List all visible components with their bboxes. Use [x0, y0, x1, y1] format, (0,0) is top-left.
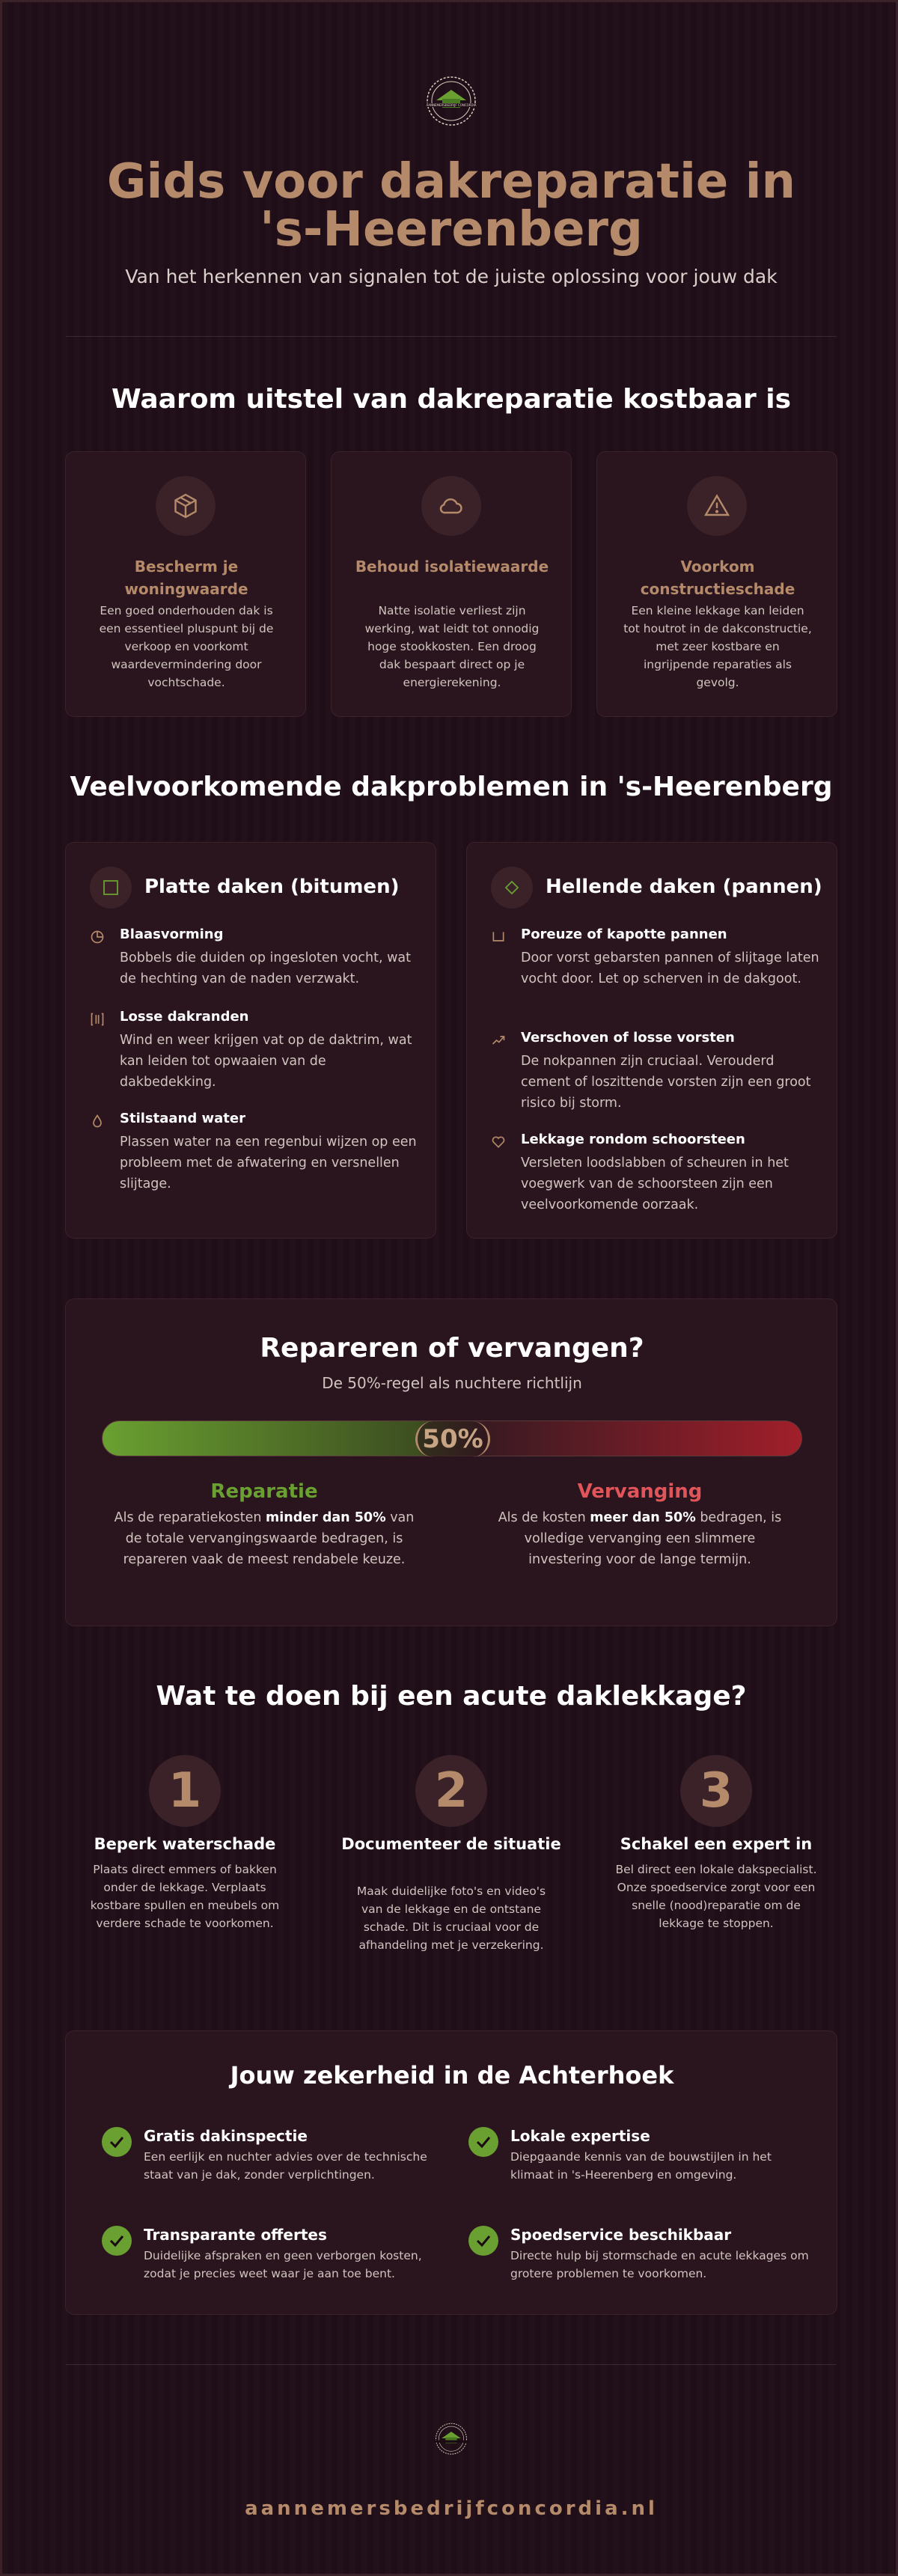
- step-text: Maak duidelijke foto's en video's van de lekkage en de ontstane schade. Dit is cruciaal voor de afhandeling met je verzekering.: [356, 1884, 546, 1952]
- step-title: Documenteer de situatie: [341, 1835, 561, 1853]
- divider: [66, 336, 837, 337]
- pie-chart-icon: [90, 930, 105, 944]
- info-card-construction: [596, 451, 837, 717]
- cost-threshold-bar: [102, 1420, 802, 1456]
- guarantee-item-text: Een eerlijk en nuchter advies over de technische staat van je dak, zonder verplichtingen.: [144, 2150, 427, 2182]
- step-number: 1: [149, 1755, 221, 1827]
- repair-title: Repareren of vervangen?: [260, 1333, 644, 1364]
- problem-title: Poreuze of kapotte pannen: [521, 927, 727, 942]
- step-title: Beperk waterschade: [94, 1835, 276, 1853]
- problem-title: Verschoven of losse vorsten: [521, 1030, 735, 1046]
- page-subtitle: Van het herkennen van signalen tot de juiste oplossing voor jouw dak: [125, 266, 778, 287]
- guarantee-item-title: Gratis dakinspectie: [144, 2127, 308, 2145]
- repair-subtitle: De 50%-regel als nuchtere richtlijn: [322, 1374, 582, 1392]
- gap-icon: [90, 1012, 105, 1027]
- diamond-icon: [491, 867, 533, 909]
- check-icon: [102, 2226, 132, 2256]
- gutter-icon: [491, 930, 506, 944]
- check-icon: [468, 2127, 498, 2157]
- problem-title: Stilstaand water: [120, 1111, 245, 1126]
- problems-section-title: Veelvoorkomende dakproblemen in 's-Heerenberg: [70, 772, 833, 802]
- why-section-title: Waarom uitstel van dakreparatie kostbaar is: [111, 384, 792, 415]
- card-title: Behoud isolatiewaarde: [355, 558, 549, 576]
- divider: [66, 2364, 837, 2365]
- problem-text: De nokpannen zijn cruciaal. Verouderd cement of loszittende vorsten zijn een groot risico bij storm.: [521, 1054, 811, 1111]
- square-icon: [90, 867, 132, 909]
- guarantee-item-text: Duidelijke afspraken en geen verborgen kosten, zodat je precies weet waar je aan toe bent.: [144, 2249, 422, 2280]
- trend-arrow-icon: [491, 1033, 506, 1048]
- problem-text: Bobbels die duiden op ingesloten vocht, wat de hechting van de naden verzwakt.: [120, 950, 411, 986]
- step-number: 2: [415, 1755, 487, 1827]
- replace-option-title: Vervanging: [577, 1480, 703, 1503]
- panel-title: Platte daken (bitumen): [144, 876, 400, 898]
- heart-icon: [491, 1135, 506, 1150]
- droplet-icon: [90, 1114, 105, 1129]
- guarantee-item-title: Transparante offertes: [144, 2226, 327, 2244]
- footer-website-link[interactable]: aannemersbedrijfconcordia.nl: [245, 2497, 658, 2520]
- steps-section-title: Wat te doen bij een acute daklekkage?: [156, 1681, 747, 1712]
- warning-icon: [687, 476, 747, 536]
- guarantee-title: Jouw zekerheid in de Achterhoek: [230, 2061, 674, 2090]
- repair-or-replace-panel: [65, 1298, 837, 1626]
- card-text: Natte isolatie verliest zijn werking, wat leidt tot onnodig hoge stookkosten. Een droog dak bespaart direct op je energierekening.: [364, 604, 540, 689]
- panel-title: Hellende daken (pannen): [546, 876, 822, 898]
- svg-text:AANNEMERSBEDRIJF CONCORDIA: AANNEMERSBEDRIJF CONCORDIA: [426, 103, 477, 107]
- problem-text: Versleten loodslabben of scheuren in het voegwerk van de schoorsteen zijn een veelvoorkomende oorzaak.: [521, 1156, 789, 1212]
- step-text: Bel direct een lokale dakspecialist. Onze spoedservice zorgt voor een snelle (nood)reparatie om de lekkage te stoppen.: [615, 1863, 817, 1930]
- repair-option-text: Als de reparatiekosten minder dan 50% van de totale vervangingswaarde bedragen, is repareren vaak de meest rendabele keuze.: [114, 1510, 415, 1567]
- guarantee-item-text: Diepgaande kennis van de bouwstijlen in het klimaat in 's-Heerenberg en omgeving.: [510, 2150, 772, 2182]
- card-title: Bescherm je woningwaarde: [124, 558, 248, 598]
- card-title: Voorkom constructieschade: [640, 558, 795, 598]
- company-logo[interactable]: [414, 73, 489, 129]
- problem-text: Plassen water na een regenbui wijzen op een probleem met de afwatering en versnellen slijtage.: [120, 1135, 417, 1191]
- footer-logo[interactable]: [427, 2418, 475, 2460]
- step-number: 3: [680, 1755, 752, 1827]
- panel-pitched-roofs: [466, 842, 837, 1239]
- card-text: Een goed onderhouden dak is een essentieel pluspunt bij de verkoop en voorkomt waardevermindering door vochtschade.: [99, 604, 274, 689]
- step-text: Plaats direct emmers of bakken onder de lekkage. Verplaats kostbare spullen en meubels om verdere schade te voorkomen.: [90, 1863, 280, 1930]
- box-icon: [156, 476, 216, 536]
- guarantee-item-title: Spoedservice beschikbaar: [510, 2226, 732, 2244]
- repair-option-title: Reparatie: [210, 1480, 318, 1503]
- panel-flat-roofs: [65, 842, 436, 1239]
- info-card-value: [65, 451, 306, 717]
- problem-title: Blaasvorming: [120, 927, 224, 942]
- check-icon: [102, 2127, 132, 2157]
- replace-option-text: Als de kosten meer dan 50% bedragen, is volledige vervanging een slimmere investering voor de lange termijn.: [498, 1510, 782, 1567]
- info-card-insulation: [331, 451, 572, 717]
- card-text: Een kleine lekkage kan leiden tot houtrot in de dakconstructie, met zeer kostbare en ingrijpende reparaties als gevolg.: [623, 604, 812, 689]
- problem-text: Wind en weer krijgen vat op de daktrim, wat kan leiden tot opwaaien van de dakbedekking.: [120, 1033, 412, 1090]
- guarantee-panel: [65, 2030, 837, 2315]
- step-title: Schakel een expert in: [620, 1835, 813, 1853]
- guarantee-item-text: Directe hulp bij stormschade en acute lekkages om grotere problemen te voorkomen.: [510, 2249, 809, 2280]
- page-title: Gids voor dakreparatie in 's-Heerenberg: [106, 154, 796, 257]
- cloud-icon: [421, 476, 481, 536]
- check-icon: [468, 2226, 498, 2256]
- guarantee-item-title: Lokale expertise: [510, 2127, 650, 2145]
- problem-title: Lekkage rondom schoorsteen: [521, 1132, 745, 1147]
- threshold-label: 50%: [415, 1421, 490, 1457]
- problem-title: Losse dakranden: [120, 1009, 249, 1025]
- problem-text: Door vorst gebarsten pannen of slijtage laten vocht door. Let op scherven in de dakgoot.: [521, 950, 819, 986]
